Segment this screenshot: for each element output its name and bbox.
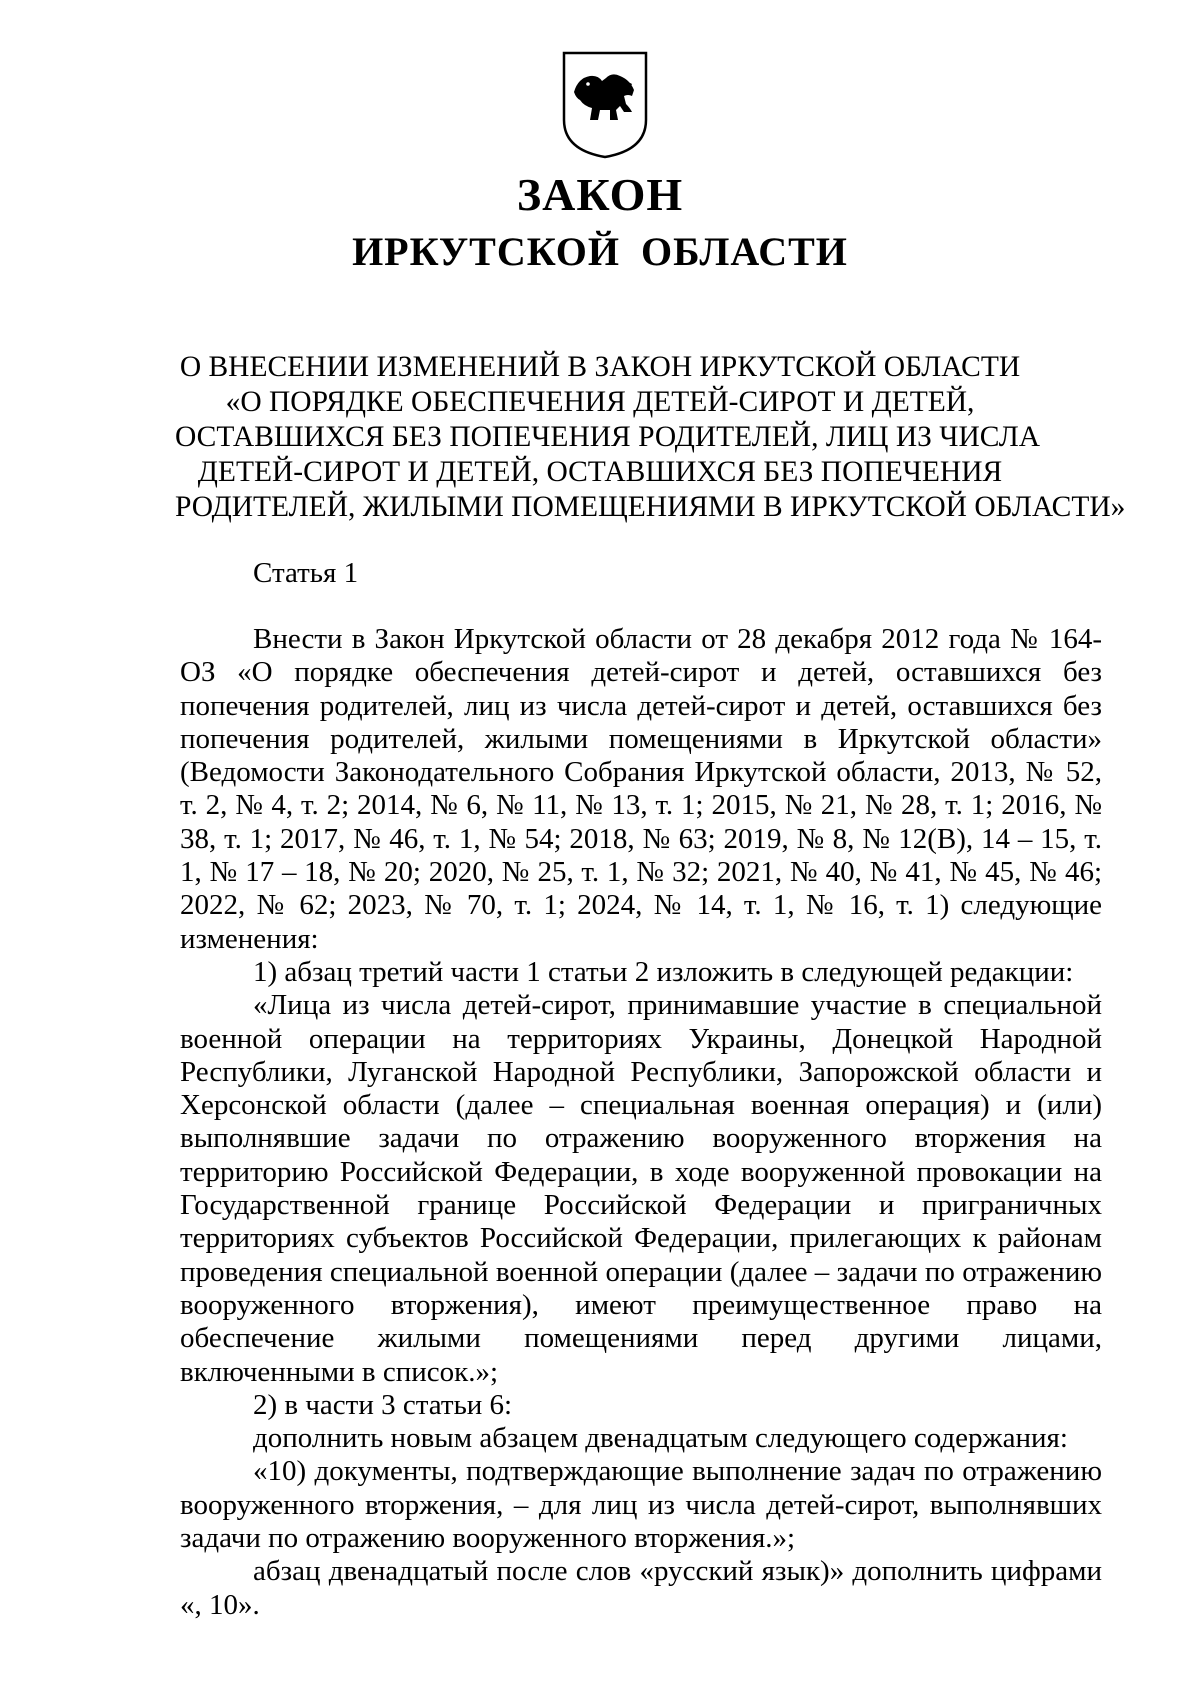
irkutsk-coat-of-arms-icon xyxy=(560,50,650,160)
body-paragraph: «Лица из числа детей-сирот, принимавшие участие в специальной военной операции на территориях Украины, Донецкой Народной Республики, Луганской Народной Республики, Запорожской области и Херсонской области (далее – специальная военная операция) и (или) выполнявшие задачи по отражению вооруженного вторжения на территорию Российской Федерации, в ходе вооруженной провокации на Государственной границе Российской Федерации и приграничных территориях субъектов Российской Федерации, прилегающих к районам проведения специальной военной операции (далее – задачи по отражению вооруженного вторжения), имеют преимущественное право на обеспечение жилыми помещениями перед другими лицами, включенными в список.»; xyxy=(180,989,1102,1388)
subtitle-line: О ВНЕСЕНИИ ИЗМЕНЕНИЙ В ЗАКОН ИРКУТСКОЙ ОБЛАСТИ xyxy=(179,351,1021,383)
subtitle-line: ОСТАВШИХСЯ БЕЗ ПОПЕЧЕНИЯ РОДИТЕЛЕЙ, ЛИЦ ИЗ ЧИСЛА xyxy=(175,421,1041,453)
body-paragraph: 2) в части 3 статьи 6: xyxy=(253,1388,513,1421)
subtitle-line: РОДИТЕЛЕЙ, ЖИЛЫМИ ПОМЕЩЕНИЯМИ В ИРКУТСКОЙ ОБЛАСТИ» xyxy=(175,491,1126,523)
law-title: ЗАКОН xyxy=(516,169,684,220)
subtitle-line: «О ПОРЯДКЕ ОБЕСПЕЧЕНИЯ ДЕТЕЙ-СИРОТ И ДЕТЕЙ, xyxy=(225,386,975,418)
article-body xyxy=(180,623,1102,1622)
body-paragraph: абзац двенадцатый после слов «русский язык)» дополнить цифрами «, 10». xyxy=(180,1555,1102,1621)
body-paragraph: дополнить новым абзацем двенадцатым следующего содержания: xyxy=(253,1422,1068,1455)
body-paragraph: Внести в Закон Иркутской области от 28 декабря 2012 года № 164-ОЗ «О порядке обеспечения детей-сирот и детей, оставшихся без попечения родителей, лиц из числа детей-сирот и детей, оставшихся без попечения родителей, жилыми помещениями в Иркутской области» (Ведомости Законодательного Собрания Иркутской области, 2013, № 52, т. 2, № 4, т. 2; 2014, № 6, № 11, № 13, т. 1; 2015, № 21, № 28, т. 1; 2016, № 38, т. 1; 2017, № 46, т. 1, № 54; 2018, № 63; 2019, № 8, № 12(В), 14 – 15, т. 1, № 17 – 18, № 20; 2020, № 25, т. 1, № 32; 2021, № 40, № 41, № 45, № 46; 2022, № 62; 2023, № 70, т. 1; 2024, № 14, т. 1, № 16, т. 1) следующие изменения: xyxy=(180,623,1102,955)
body-paragraph: «10) документы, подтверждающие выполнение задач по отражению вооруженного вторжения, – для лиц из числа детей-сирот, выполнявших задачи по отражению вооруженного вторжения.»; xyxy=(180,1455,1102,1555)
law-region-title: ИРКУТСКОЙ ОБЛАСТИ xyxy=(352,229,848,274)
law-subtitle xyxy=(175,350,1126,525)
body-paragraph: 1) абзац третий части 1 статьи 2 изложить в следующей редакции: xyxy=(253,955,1074,988)
subtitle-line: ДЕТЕЙ-СИРОТ И ДЕТЕЙ, ОСТАВШИХСЯ БЕЗ ПОПЕЧЕНИЯ xyxy=(197,456,1003,488)
article-heading: Статья 1 xyxy=(253,557,359,589)
